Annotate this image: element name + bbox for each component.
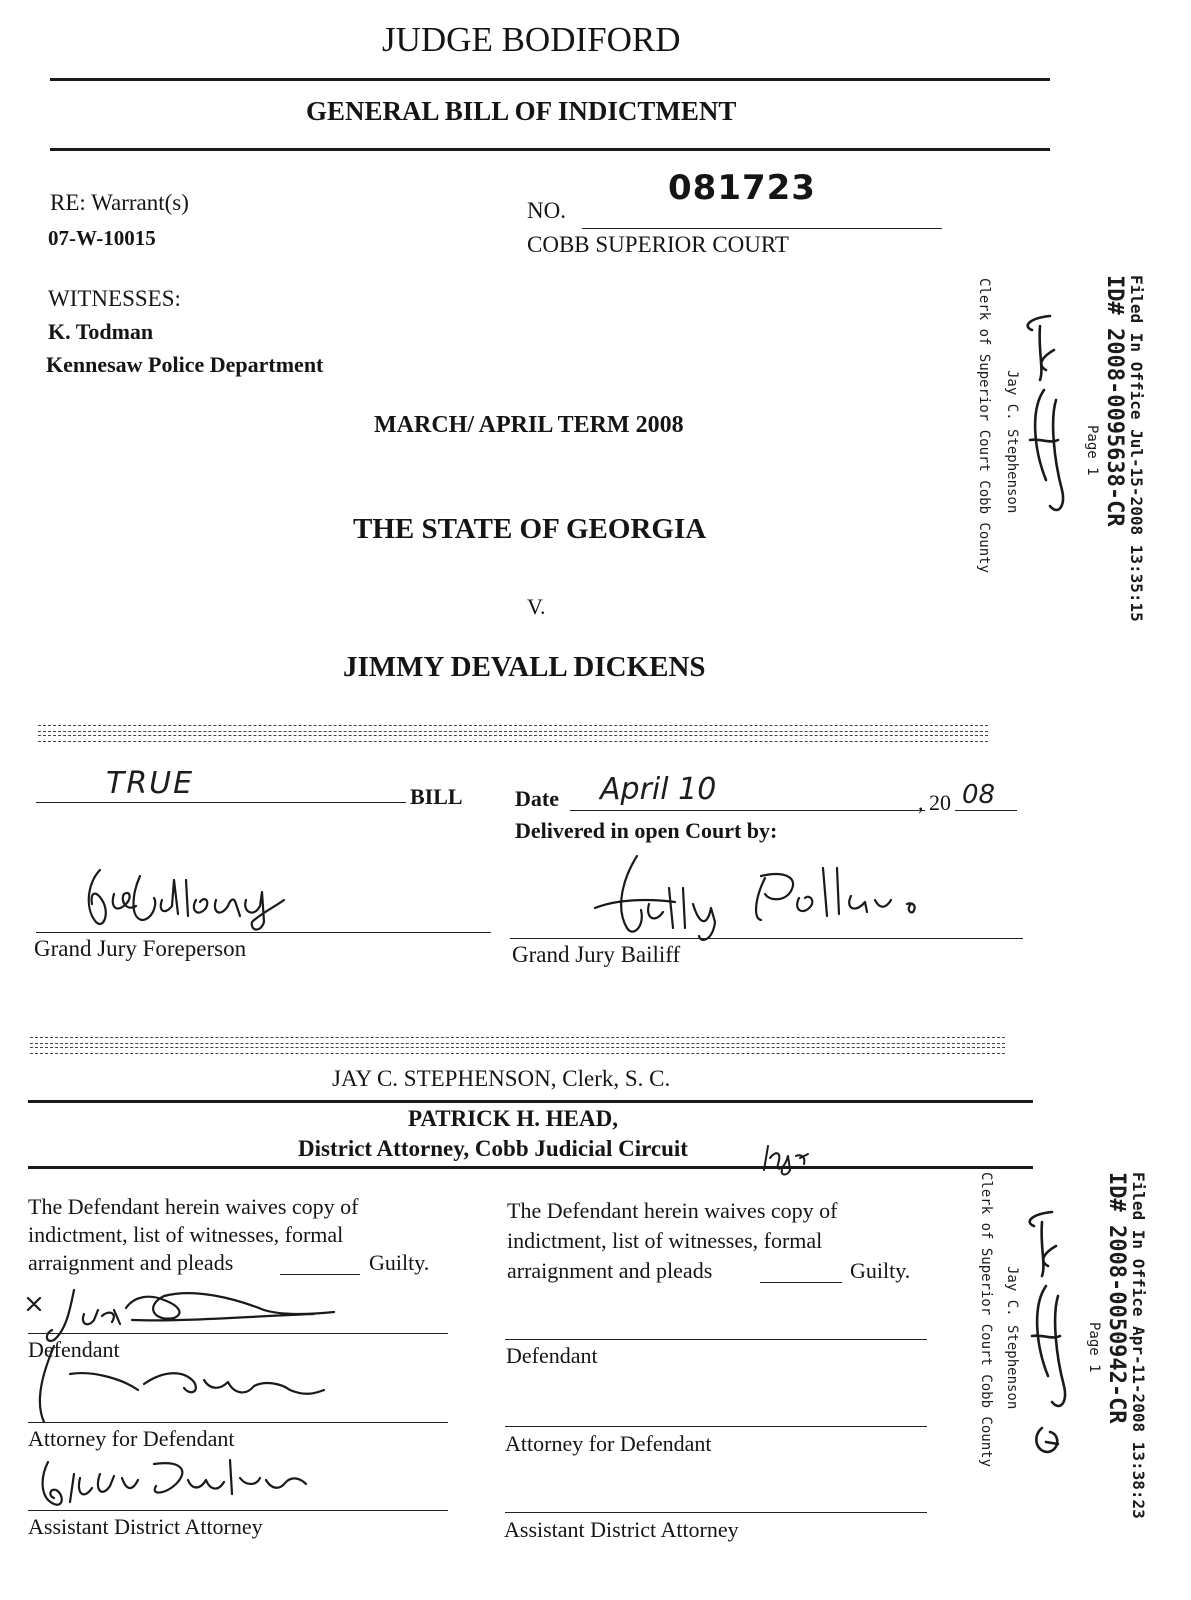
- defendant-line-left: [28, 1333, 448, 1334]
- court-name: COBB SUPERIOR COURT: [527, 232, 789, 257]
- waiver-left-plea-line: [280, 1274, 360, 1275]
- date-handwritten: April 10: [600, 772, 717, 807]
- double-rule-2b: [30, 1047, 1005, 1054]
- defendant-name: JIMMY DEVALL DICKENS: [343, 651, 706, 683]
- ada-line-right: [505, 1512, 927, 1513]
- filing-stamp-1-line2: ID# 2008-0095638-CR: [1102, 275, 1127, 527]
- attorney-line-right: [505, 1426, 927, 1427]
- defendant-label-left: Defendant: [28, 1337, 120, 1362]
- defendant-line-right: [505, 1339, 927, 1340]
- officials-rule-bottom: [28, 1166, 1033, 1169]
- attorney-label-left: Attorney for Defendant: [28, 1426, 235, 1451]
- header-rule-bottom: [50, 148, 1050, 151]
- warrant-label: RE: Warrant(s): [50, 190, 189, 215]
- filing-stamp-2-line5: Clerk of Superior Court Cobb County: [978, 1172, 994, 1468]
- indictment-number: 081723: [668, 168, 816, 208]
- witness-2: Kennesaw Police Department: [46, 352, 324, 377]
- filing-stamp-1-line4: Jay C. Stephenson: [1004, 370, 1020, 514]
- header-rule-top: [50, 78, 1050, 81]
- waiver-right-plea-line: [760, 1282, 842, 1283]
- year-handwritten: 08: [962, 780, 996, 810]
- defense-attorney-signature: [14, 1340, 374, 1430]
- bailiff-label: Grand Jury Bailiff: [512, 942, 681, 967]
- true-handwritten: TRUE: [106, 766, 195, 801]
- date-label: Date: [515, 786, 559, 811]
- year-prefix: , 20: [918, 790, 951, 815]
- clerk-name: JAY C. STEPHENSON, Clerk, S. C.: [332, 1066, 671, 1091]
- bailiff-line: [510, 938, 1023, 939]
- waiver-right-guilty: Guilty.: [850, 1258, 911, 1283]
- waiver-right-line1: The Defendant herein waives copy of: [507, 1198, 838, 1223]
- da-title: District Attorney, Cobb Judicial Circuit: [298, 1136, 688, 1161]
- year-line: [955, 810, 1017, 811]
- da-name: PATRICK H. HEAD,: [408, 1106, 618, 1131]
- warrant-number: 07-W-10015: [48, 226, 156, 250]
- defendant-label-right: Defendant: [506, 1343, 598, 1368]
- waiver-right-line3: arraignment and pleads: [507, 1258, 713, 1283]
- clerk-stamp-signature-1: [1010, 310, 1080, 520]
- da-initials: [760, 1136, 820, 1176]
- bill-label: BILL: [410, 784, 463, 809]
- document-title: GENERAL BILL OF INDICTMENT: [306, 96, 737, 126]
- double-rule-1b: [38, 735, 988, 742]
- double-rule-2: [30, 1037, 1005, 1044]
- waiver-left-line2: indictment, list of witnesses, formal: [28, 1222, 344, 1247]
- witness-1: K. Todman: [48, 319, 154, 344]
- number-label: NO.: [527, 198, 566, 223]
- filing-stamp-1-line3: Page 1: [1084, 425, 1100, 476]
- ada-signature: [30, 1450, 330, 1510]
- attorney-line-left: [28, 1422, 448, 1423]
- filing-stamp-1-line1: Filed In Office Jul-15-2008 13:35:15: [1127, 275, 1146, 622]
- ada-line-left: [28, 1510, 448, 1511]
- waiver-left-guilty: Guilty.: [369, 1250, 430, 1275]
- clerk-stamp-signature-2: [1012, 1206, 1082, 1466]
- court-term: MARCH/ APRIL TERM 2008: [374, 412, 684, 438]
- waiver-left-line1: The Defendant herein waives copy of: [28, 1194, 359, 1219]
- filing-stamp-2-line2: ID# 2008-0050942-CR: [1104, 1172, 1129, 1424]
- foreperson-line: [36, 932, 491, 933]
- attorney-label-right: Attorney for Defendant: [505, 1431, 712, 1456]
- bailiff-signature: [575, 848, 945, 948]
- foreperson-label: Grand Jury Foreperson: [34, 936, 247, 961]
- filing-stamp-1-line5: Clerk of Superior Court Cobb County: [976, 278, 992, 574]
- filing-stamp-2-line4: Jay C. Stephenson: [1004, 1266, 1020, 1410]
- plaintiff-state: THE STATE OF GEORGIA: [353, 513, 707, 545]
- versus: V.: [527, 594, 546, 619]
- judge-name: JUDGE BODIFORD: [382, 20, 681, 59]
- double-rule-1: [38, 725, 988, 732]
- filing-stamp-2-line3: Page 1: [1086, 1322, 1102, 1373]
- date-line: [570, 810, 925, 811]
- waiver-left-line3: arraignment and pleads: [28, 1250, 234, 1275]
- officials-rule-top: [28, 1100, 1033, 1103]
- witnesses-label: WITNESSES:: [48, 286, 181, 311]
- true-line: [36, 802, 406, 803]
- filing-stamp-2-line1: Filed In Office Apr-11-2008 13:38:23: [1129, 1172, 1148, 1519]
- number-line: [582, 228, 942, 229]
- waiver-right-line2: indictment, list of witnesses, formal: [507, 1228, 823, 1253]
- ada-label-right: Assistant District Attorney: [504, 1517, 739, 1542]
- foreperson-signature: [70, 860, 310, 940]
- ada-label-left: Assistant District Attorney: [28, 1514, 263, 1539]
- delivered-label: Delivered in open Court by:: [515, 818, 778, 843]
